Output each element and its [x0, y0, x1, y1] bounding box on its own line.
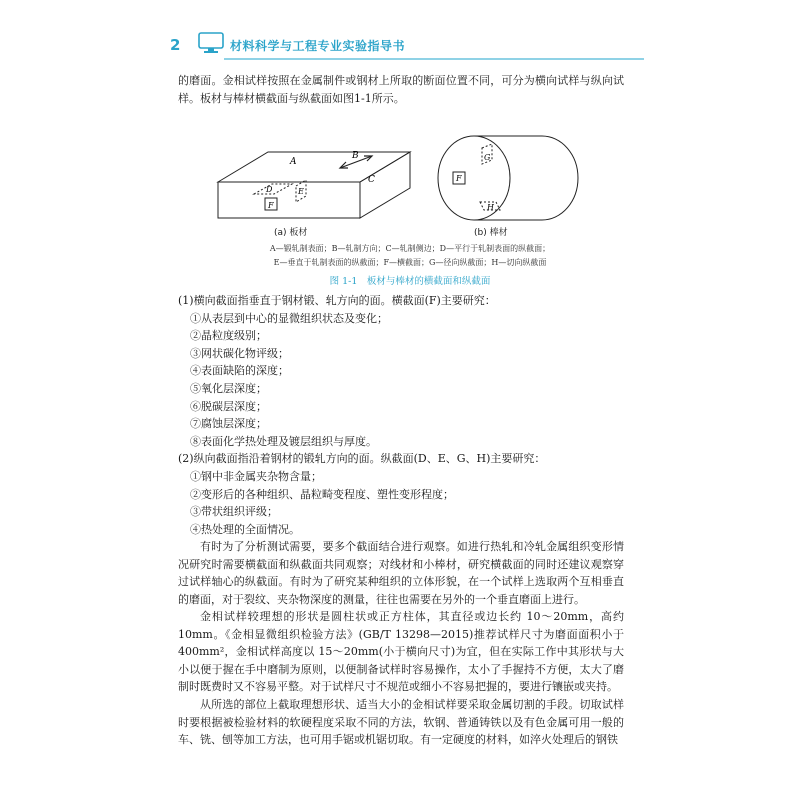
rod-label-g: G [484, 153, 491, 162]
figure-legend-line1: A—锻轧制表面；B—轧制方向；C—轧制侧边；D—平行于轧制表面的纵截面； [269, 244, 551, 253]
plate-label-d: D [266, 185, 273, 194]
study-list [178, 292, 630, 538]
plate-label-b: B [352, 151, 359, 161]
list-item: ⑧表面化学热处理及镀层组织与厚度。 [190, 434, 377, 448]
list-item: ③网状碳化物评级； [190, 346, 289, 360]
body-paragraph: 有时为了分析测试需要，要多个截面结合进行观察。如进行热轧和冷轧金属组织变形情况研究时需要横截面和纵截面共同观察；对线材和小棒材，研究横截面的同时还建议观察穿过试样轴心的纵截面。有时为了研究某种组织的立体形貌，在一个试样上选取两个互相垂直的磨面，对于裂纹、夹杂物深度的测量，往往也需要在另外的一个垂直磨面上进行。 [178, 540, 624, 606]
figure-legend-line2: E—垂直于轧制表面的纵截面；F—横截面；G—径向纵截面；H—切向纵截面 [273, 258, 547, 267]
page-header [170, 30, 640, 62]
rod-label-f: F [456, 174, 462, 183]
list-item: ⑥脱碳层深度； [190, 399, 267, 413]
plate-diagram [218, 152, 410, 218]
intro-paragraph: 的磨面。金相试样按照在金属制件或钢材上所取的断面位置不同，可分为横向试样与纵向试样。板材与棒材横截面与纵截面如图1-1所示。 [178, 74, 624, 105]
list-item: ①钢中非金属夹杂物含量； [190, 469, 322, 483]
list-item: (1)横向截面指垂直于钢材锻、轧方向的面。横截面(F)主要研究： [178, 294, 496, 307]
list-item: ③带状组织评级； [190, 505, 278, 519]
list-item: ④表面缺陷的深度； [190, 364, 289, 378]
body-paragraph: 从所选的部位上截取理想形状、适当大小的金相试样要采取金属切割的手段。切取试样时要根据被检验材料的软硬程度采取不同的方法，软钢、普通铸铁以及有色金属可用一般的车、铣、刨等加工方法，也可用手锯或机锯切取。有一定硬度的材料，如淬火处理后的钢铁 [178, 698, 624, 746]
plate-label-c: C [368, 175, 375, 185]
plate-label-a: A [290, 157, 297, 167]
caption-rod: (b) 棒材 [474, 228, 508, 238]
caption-plate: (a) 板材 [274, 228, 308, 238]
figure-plate-rod [210, 130, 590, 240]
monitor-icon [198, 32, 224, 54]
body-paragraph: 金相试样较理想的形状是圆柱状或正方柱体，其直径或边长约 10～20mm，高约10mm。《金相显微组织检验方法》(GB/T 13298—2015)推荐试样尺寸为磨面面积小于400mm²，金相试样高度以 15～20mm(小于横向尺寸)为宜，但在实际工作中其形状与大小以便于握在手中磨制为原则，以便制备试样时容易操作，太小了手握持不方便，太大了磨制时既费时又不容易平整。对于试样尺寸不规范或细小不容易把握的，要进行镶嵌或夹持。 [178, 610, 624, 693]
page-number: 2 [170, 36, 181, 54]
rod-label-h: H [487, 203, 494, 212]
list-item: (2)纵向截面指沿着钢材的锻轧方向的面。纵截面(D、E、G、H)主要研究： [178, 452, 546, 466]
list-item: ⑦腐蚀层深度； [190, 417, 267, 431]
list-item: ②变形后的各种组织、晶粒畸变程度、塑性变形程度； [190, 487, 454, 501]
header-rule [224, 58, 644, 60]
list-item: ①从表层到中心的显微组织状态及变化； [190, 311, 388, 325]
list-item: ⑤氧化层深度； [190, 381, 267, 395]
list-item: ④热处理的全面情况。 [190, 522, 300, 536]
figure-title: 图 1-1 板材与棒材的横截面和纵截面 [329, 276, 491, 287]
plate-label-f: F [268, 201, 274, 210]
list-item: ②晶粒度级别； [190, 329, 267, 343]
plate-label-e: E [298, 187, 304, 196]
book-title: 材料科学与工程专业实验指导书 [230, 39, 406, 53]
